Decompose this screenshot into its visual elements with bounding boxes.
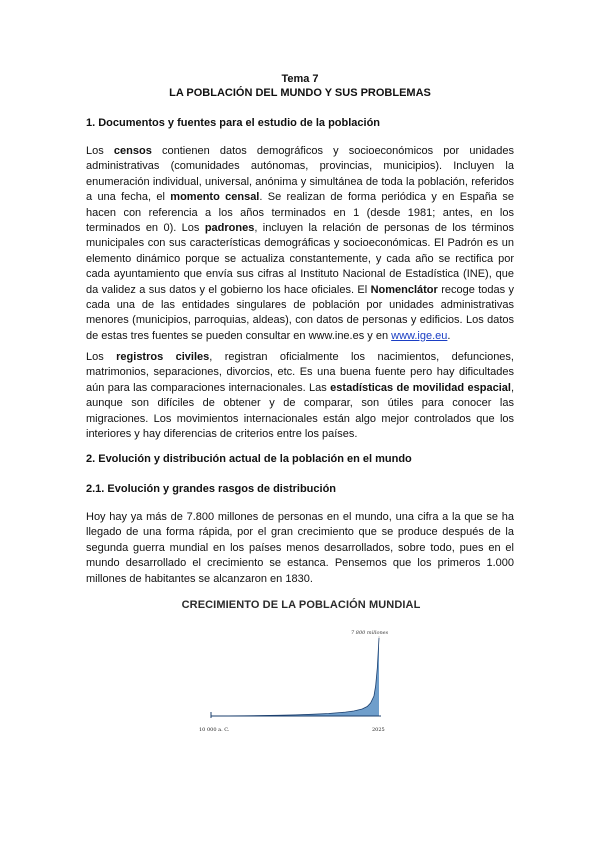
term-padrones: padrones: [204, 222, 255, 235]
text: . Se realizan de forma periódica y en España se hacen con referencia a los años terminados en 1 (desde 1981; antes, en los terminados en 0). Los: [86, 191, 514, 235]
paragraph-sources: [86, 144, 514, 344]
section-1-heading: 1. Documentos y fuentes para el estudio de la población: [86, 117, 381, 129]
term-registros-civiles: registros civiles: [116, 351, 210, 363]
text: , aunque son difíciles de obtener y de comparar, son útiles para conocer las migraciones. Los movimientos internacionales están algo mejor controlados que los interiores y hay diferencias de criterios entre los países.: [86, 381, 514, 441]
text: , registran oficialmente los nacimientos, defunciones, matrimonios, separaciones, divorcios, etc. Es una buena fuente pero hay dificultades aún para las comparaciones internacionales. Las: [86, 351, 514, 394]
population-area: [211, 638, 379, 716]
text: Los: [86, 145, 114, 157]
annotation-7800-millones: 7 800 millones: [351, 630, 389, 636]
tema-number: Tema 7: [281, 73, 319, 85]
term-movilidad-espacial: estadísticas de movilidad espacial: [330, 381, 511, 394]
chart-title: CRECIMIENTO DE LA POBLACIÓN MUNDIAL: [181, 599, 421, 611]
ige-link[interactable]: www.ige.eu: [391, 329, 448, 342]
x-tick-start: 10 000 a. C.: [199, 727, 230, 733]
term-nomenclator: Nomenclátor: [370, 283, 438, 296]
chart-plot: [181, 592, 421, 740]
term-censos: censos: [113, 145, 152, 157]
paragraph-evolucion: Hoy hay ya más de 7.800 millones de personas en el mundo, una cifra a la que se ha llegado de una forma rápida, por el gran crecimiento que se produce después de la segunda guerra mundial en los países menos desarrollados, sobre todo, pues en el mundo desarrollado el crecimiento se estanca. Pensemos que los primeros 1.000 millones de habitantes se alcanzaron en 1830.: [86, 511, 514, 585]
x-tick-end: 2025: [372, 727, 385, 733]
document-title: LA POBLACIÓN DEL MUNDO Y SUS PROBLEMAS: [169, 87, 431, 99]
section-2-heading: 2. Evolución y distribución actual de la población en el mundo: [86, 453, 412, 465]
population-chart: [181, 592, 421, 740]
text: recoge todas y cada una de las entidades singulares de población por unidades administrativas menores (municipios, parroquias, aldeas), con datos de personas y edificios. Los datos de estas tres fuentes se pueden consultar en www.ine.es y en: [86, 283, 514, 342]
text: , incluyen la relación de personas de los términos municipales con sus características demográficas y socioeconómicas. El Padrón es un elemento dinámico porque se actualiza constantemente, y cada año se rectifica por cada ayuntamiento que envía sus cifras al Instituto Nacional de Estadística (INE), que da validez a sus datos y el gobierno los hace oficiales. El: [86, 222, 514, 296]
section-2-1-heading: 2.1. Evolución y grandes rasgos de distribución: [86, 483, 337, 495]
text: Los: [86, 351, 117, 363]
paragraph-registros: [86, 350, 514, 442]
term-momento-censal: momento censal: [170, 191, 260, 204]
text: contienen datos demográficos y socioeconómicos por unidades administrativas (comunidades autónomas, provincias, municipios). Incluyen la enumeración individual, universal, anónima y simultánea de toda la población, referidos a una fecha, el: [86, 145, 515, 204]
population-line: [211, 638, 379, 716]
text: .: [447, 329, 451, 342]
